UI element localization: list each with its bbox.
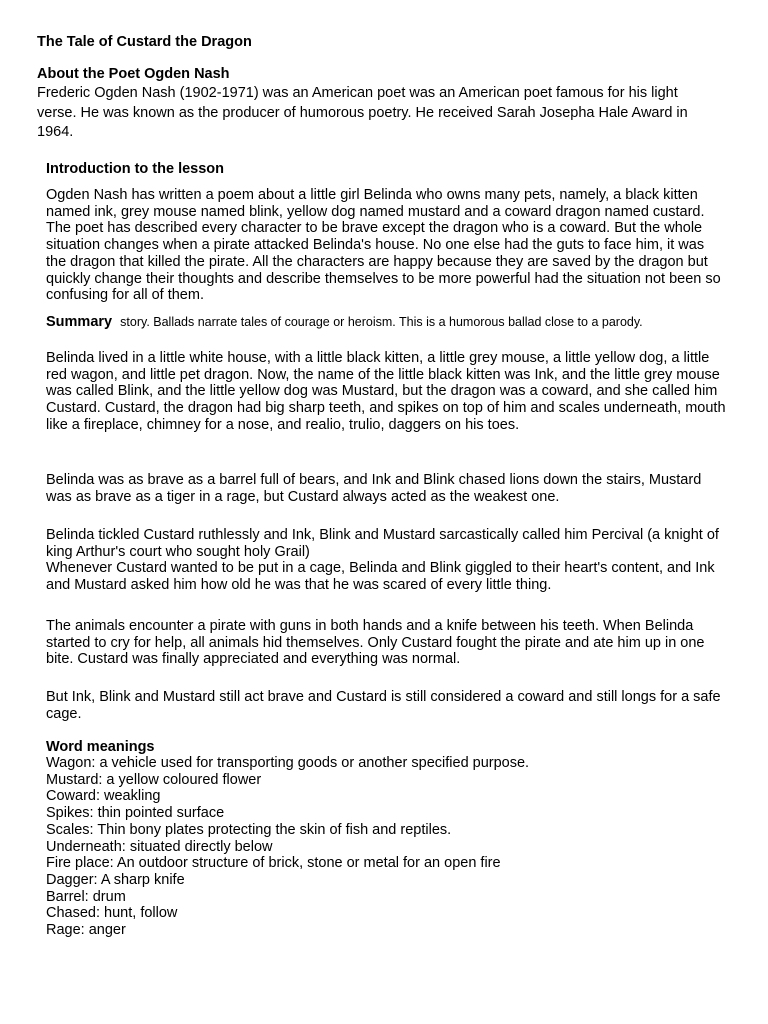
summary-line <box>46 314 726 331</box>
summary-paragraph: But Ink, Blink and Mustard still act brave and Custard is still considered a coward and still longs for a safe cage. <box>46 689 721 722</box>
word-meanings-list <box>46 755 529 939</box>
word-meaning-item: Spikes: thin pointed surface <box>46 805 225 822</box>
word-meaning-item: Dagger: A sharp knife <box>46 871 185 888</box>
poet-heading: About the Poet Ogden Nash <box>37 66 230 82</box>
word-meaning-item: Barrel: drum <box>46 888 126 905</box>
document-title: The Tale of Custard the Dragon <box>37 34 252 50</box>
word-meaning-item: Scales: Thin bony plates protecting the skin of fish and reptiles. <box>46 821 452 838</box>
summary-paragraph: The animals encounter a pirate with guns in both hands and a knife between his teeth. When Belinda started to cry for help, all animals hid themselves. Only Custard fought the pirate and ate him up in one bite. Custard was finally appreciated and everything was normal. <box>46 618 705 668</box>
word-meaning-item: Rage: anger <box>46 922 126 939</box>
introduction-heading: Introduction to the lesson <box>46 161 225 177</box>
summary-paragraph: Whenever Custard wanted to be put in a cage, Belinda and Blink giggled to their heart's content, and Ink and Mustard asked him how old he was that he was scared of every little thing. <box>46 560 715 594</box>
word-meanings-heading: Word meanings <box>46 739 155 755</box>
poet-bio: Frederic Ogden Nash (1902-1971) was an American poet was an American poet famous for his light verse. He was known as the producer of humorous poetry. He received Sarah Josepha Hale Award in 1964. <box>37 85 688 140</box>
word-meaning-item: Chased: hunt, follow <box>46 905 178 922</box>
summary-paragraph-group <box>46 527 726 594</box>
summary-heading: Summary <box>46 314 113 330</box>
word-meaning-item: Fire place: An outdoor structure of brick, stone or metal for an open fire <box>46 855 501 872</box>
summary-paragraph: Belinda tickled Custard ruthlessly and Ink, Blink and Mustard sarcastically called him Percival (a knight of king Arthur's court who sought holy Grail) <box>46 527 719 560</box>
word-meaning-item: Wagon: a vehicle used for transporting goods or another specified purpose. <box>46 755 530 771</box>
word-meaning-item: Underneath: situated directly below <box>46 838 273 855</box>
word-meaning-item: Mustard: a yellow coloured flower <box>46 771 262 788</box>
introduction-paragraph: Ogden Nash has written a poem about a little girl Belinda who owns many pets, namely, a black kitten named ink, grey mouse named blink, yellow dog named mustard and a coward dragon named custard. The poet has described every character to be brave except the dragon who is a coward. But the whole situation changes when a pirate attacked Belinda's house. No one else had the guts to face him, it was the dragon that killed the pirate. All the characters are happy because they are saved by the dragon but quickly change their thoughts and describe themselves to be more powerful had the situation not been so confusing for all of them. <box>46 187 721 304</box>
word-meaning-item: Coward: weakling <box>46 788 161 805</box>
summary-paragraph: Belinda was as brave as a barrel full of bears, and Ink and Blink chased lions down the stairs, Mustard was as brave as a tiger in a rage, but Custard always acted as the weakest one. <box>46 472 702 505</box>
summary-paragraph: Belinda lived in a little white house, with a little black kitten, a little grey mouse, a little yellow dog, a little red wagon, and little pet dragon. Now, the name of the little black kitten was Ink, and the little grey mouse was called Blink, and the little yellow dog was Mustard, but the dragon was a coward, and she called him Custard. Custard, the dragon had big sharp teeth, and spikes on top of him and scales underneath, mouth like a fireplace, chimney for a nose, and realio, trulio, daggers on his toes. <box>46 350 726 433</box>
summary-intro-text: story. Ballads narrate tales of courage or heroism. This is a humorous ballad close to a parody. <box>120 315 643 329</box>
